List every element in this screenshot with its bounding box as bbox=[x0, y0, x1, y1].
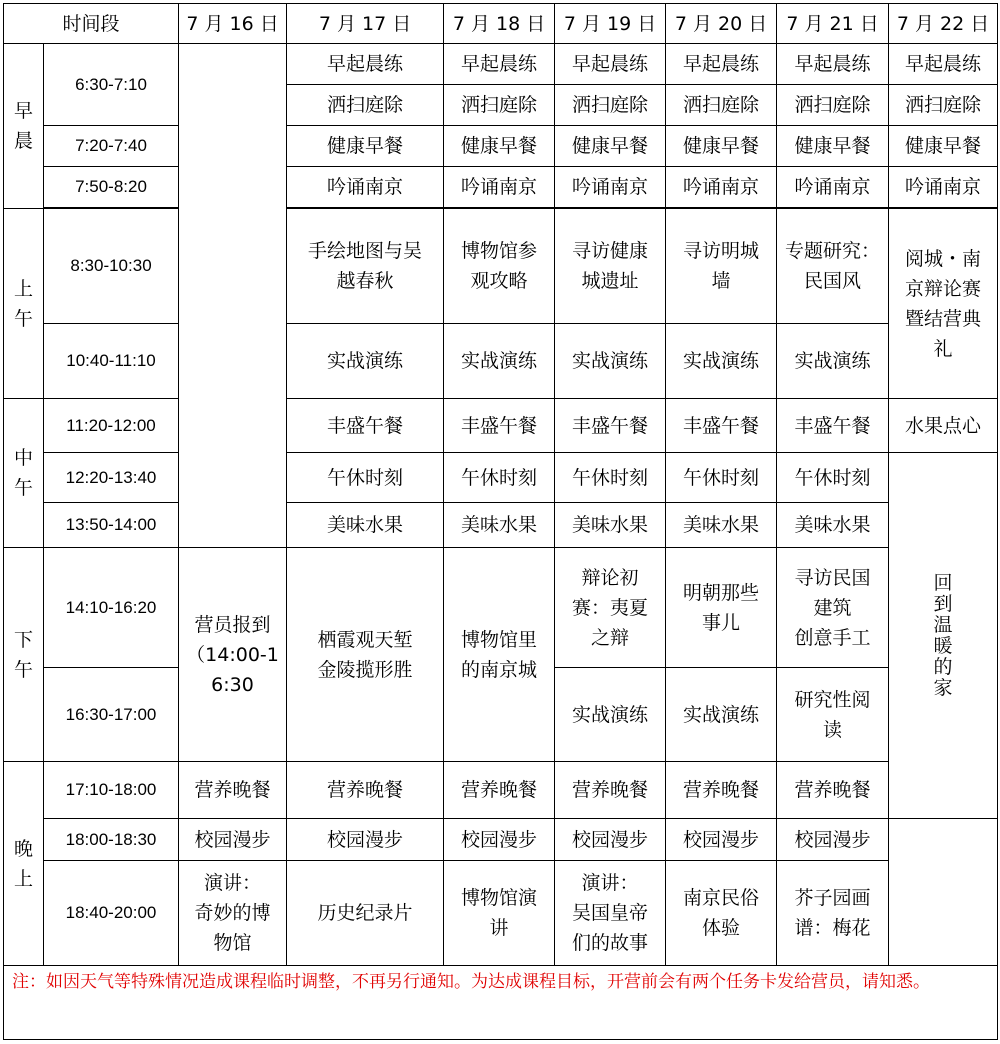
cell-line: 事儿 bbox=[702, 611, 741, 634]
activity-cell-0721-evening bbox=[777, 861, 889, 966]
cell-line: 博物馆参 bbox=[461, 240, 538, 262]
cell-line: 讲 bbox=[489, 917, 509, 939]
cell-char: 回 bbox=[933, 571, 953, 594]
activity-cell-0720-afternoon bbox=[666, 548, 777, 668]
cell-line: 手绘地图与吴 bbox=[308, 240, 423, 262]
activity-cell-0716-afternoon bbox=[179, 548, 287, 762]
activity-cell: 校园漫步 bbox=[777, 819, 889, 861]
activity-cell: 美味水果 bbox=[287, 503, 444, 548]
activity-cell: 实战演练 bbox=[555, 668, 666, 762]
activity-cell: 吟诵南京 bbox=[444, 167, 555, 208]
cell-line: 奇妙的博 bbox=[194, 902, 271, 924]
activity-cell-0719-forenoon bbox=[555, 209, 666, 324]
activity-cell: 早起晨练 bbox=[777, 44, 889, 85]
activity-cell: 洒扫庭除 bbox=[777, 85, 889, 126]
activity-cell: 洒扫庭除 bbox=[666, 85, 777, 126]
activity-cell: 健康早餐 bbox=[444, 126, 555, 167]
activity-cell: 校园漫步 bbox=[555, 819, 666, 861]
cell-line: 博物馆里 bbox=[461, 628, 538, 651]
cell-char: 暖 bbox=[933, 634, 953, 657]
activity-cell: 健康早餐 bbox=[777, 126, 889, 167]
time-slot: 12:20-13:40 bbox=[44, 453, 179, 503]
activity-cell: 美味水果 bbox=[555, 503, 666, 548]
activity-cell: 实战演练 bbox=[777, 324, 889, 399]
activity-cell-0720-forenoon bbox=[666, 209, 777, 324]
cell-line: 创意手工 bbox=[794, 626, 871, 649]
header-day-0721: 7 月 21 日 bbox=[777, 4, 889, 44]
cell-line: 观攻略 bbox=[470, 270, 528, 292]
cell-char: 温 bbox=[933, 613, 953, 636]
cell-line: 栖霞观天堑 bbox=[317, 628, 413, 651]
cell-line: 吴国皇帝 bbox=[572, 902, 649, 924]
cell-0716-morning-blank bbox=[179, 44, 287, 548]
activity-cell-0722-home bbox=[889, 453, 998, 819]
cell-line: 物馆 bbox=[213, 932, 252, 954]
table-row bbox=[4, 548, 998, 668]
cell-line: 寻访明城 bbox=[683, 240, 760, 262]
cell-line: 体验 bbox=[702, 917, 741, 939]
cell-line: 专题研究： bbox=[785, 240, 881, 262]
cell-line: 京辩论赛 bbox=[905, 277, 982, 300]
cell-line: 礼 bbox=[933, 337, 953, 360]
table-row bbox=[4, 324, 998, 399]
cell-line: 们的故事 bbox=[572, 932, 649, 954]
period-afternoon-char: 下 bbox=[13, 628, 33, 651]
cell-line: 墙 bbox=[711, 270, 731, 292]
activity-cell-0721-afternoon bbox=[777, 548, 889, 668]
activity-cell: 美味水果 bbox=[444, 503, 555, 548]
activity-cell: 吟诵南京 bbox=[666, 167, 777, 208]
cell-char: 到 bbox=[933, 592, 953, 615]
activity-cell: 营养晚餐 bbox=[666, 762, 777, 819]
header-row bbox=[4, 4, 998, 44]
activity-cell: 实战演练 bbox=[666, 324, 777, 399]
cell-line: 寻访民国 bbox=[794, 566, 871, 589]
activity-cell-0717-forenoon bbox=[287, 209, 444, 324]
activity-cell: 水果点心 bbox=[889, 399, 998, 453]
table-row bbox=[4, 503, 998, 548]
activity-cell: 营养晚餐 bbox=[444, 762, 555, 819]
activity-cell: 营养晚餐 bbox=[179, 762, 287, 819]
cell-line: 研究性阅 bbox=[794, 688, 871, 711]
period-forenoon-char: 午 bbox=[13, 307, 33, 330]
activity-cell: 吟诵南京 bbox=[777, 167, 889, 208]
activity-cell: 早起晨练 bbox=[555, 44, 666, 85]
activity-cell: 校园漫步 bbox=[287, 819, 444, 861]
activity-cell: 午休时刻 bbox=[444, 453, 555, 503]
activity-cell: 丰盛午餐 bbox=[555, 399, 666, 453]
table-row bbox=[4, 819, 998, 861]
cell-line: 赛：夷夏 bbox=[572, 596, 649, 619]
header-day-0718: 7 月 18 日 bbox=[444, 4, 555, 44]
cell-line: 演讲： bbox=[581, 872, 639, 894]
time-slot: 6:30-7:10 bbox=[44, 44, 179, 126]
time-slot: 18:00-18:30 bbox=[44, 819, 179, 861]
period-morning bbox=[4, 44, 44, 209]
activity-cell-0717-afternoon bbox=[287, 548, 444, 762]
activity-cell: 丰盛午餐 bbox=[777, 399, 889, 453]
cell-line: 读 bbox=[823, 718, 843, 741]
activity-cell: 洒扫庭除 bbox=[444, 85, 555, 126]
cell-char: 的 bbox=[933, 655, 953, 678]
table-row bbox=[4, 861, 998, 966]
cell-line: 明朝那些 bbox=[683, 581, 760, 604]
activity-cell: 午休时刻 bbox=[555, 453, 666, 503]
activity-cell: 午休时刻 bbox=[666, 453, 777, 503]
cell-line: 谱：梅花 bbox=[794, 917, 871, 939]
time-slot: 18:40-20:00 bbox=[44, 861, 179, 966]
notice-text: 注：如因天气等特殊情况造成课程临时调整，不再另行通知。为达成课程目标，开营前会有两个任务卡发给营员，请知悉。 bbox=[4, 966, 998, 1040]
cell-line: 芥子园画 bbox=[794, 887, 871, 909]
activity-cell-0722-forenoon bbox=[889, 209, 998, 399]
cell-line: 营员报到 bbox=[194, 613, 271, 636]
activity-cell-0718-forenoon bbox=[444, 209, 555, 324]
activity-cell: 校园漫步 bbox=[666, 819, 777, 861]
time-slot: 10:40-11:10 bbox=[44, 324, 179, 399]
activity-cell: 营养晚餐 bbox=[777, 762, 889, 819]
period-forenoon-char: 上 bbox=[13, 277, 33, 300]
activity-cell: 午休时刻 bbox=[777, 453, 889, 503]
header-day-0717: 7 月 17 日 bbox=[287, 4, 444, 44]
period-evening bbox=[4, 762, 44, 966]
period-noon-char: 午 bbox=[13, 477, 33, 499]
table-row bbox=[4, 453, 998, 503]
activity-cell: 吟诵南京 bbox=[287, 167, 444, 208]
table-row bbox=[4, 399, 998, 453]
cell-line: 6:30 bbox=[211, 673, 254, 696]
cell-line: 博物馆演 bbox=[461, 887, 538, 909]
cell-line: 金陵揽形胜 bbox=[317, 658, 413, 681]
time-slot: 14:10-16:20 bbox=[44, 548, 179, 668]
header-time-period: 时间段 bbox=[4, 4, 179, 44]
cell-line: 的南京城 bbox=[461, 658, 538, 681]
activity-cell: 丰盛午餐 bbox=[666, 399, 777, 453]
note-row bbox=[4, 966, 998, 1040]
activity-cell: 洒扫庭除 bbox=[889, 85, 998, 126]
period-noon bbox=[4, 399, 44, 548]
activity-cell-0719-afternoon bbox=[555, 548, 666, 668]
header-day-0720: 7 月 20 日 bbox=[666, 4, 777, 44]
period-morning-char: 早 bbox=[13, 100, 33, 122]
table-row bbox=[4, 762, 998, 819]
activity-cell: 丰盛午餐 bbox=[444, 399, 555, 453]
activity-cell: 早起晨练 bbox=[444, 44, 555, 85]
time-slot: 16:30-17:00 bbox=[44, 668, 179, 762]
activity-cell: 校园漫步 bbox=[179, 819, 287, 861]
activity-cell: 美味水果 bbox=[666, 503, 777, 548]
cell-line: 越春秋 bbox=[336, 270, 394, 292]
cell-line: 之辩 bbox=[591, 626, 630, 649]
period-evening-char: 晚 bbox=[13, 837, 33, 860]
table-row bbox=[4, 44, 998, 85]
activity-cell: 丰盛午餐 bbox=[287, 399, 444, 453]
period-afternoon-char: 午 bbox=[13, 658, 33, 681]
activity-cell: 吟诵南京 bbox=[555, 167, 666, 208]
cell-line: （14:00-1 bbox=[186, 643, 279, 666]
activity-cell: 早起晨练 bbox=[666, 44, 777, 85]
table-row bbox=[4, 167, 998, 208]
cell-line: 城遗址 bbox=[581, 270, 639, 292]
cell-line: 阅城・南 bbox=[905, 247, 982, 270]
time-slot: 8:30-10:30 bbox=[44, 209, 179, 324]
period-afternoon bbox=[4, 548, 44, 762]
activity-cell: 健康早餐 bbox=[889, 126, 998, 167]
cell-line: 暨结营典 bbox=[905, 307, 982, 330]
activity-cell-0718-evening bbox=[444, 861, 555, 966]
time-slot: 17:10-18:00 bbox=[44, 762, 179, 819]
activity-cell: 实战演练 bbox=[666, 668, 777, 762]
header-day-0716: 7 月 16 日 bbox=[179, 4, 287, 44]
activity-cell: 午休时刻 bbox=[287, 453, 444, 503]
activity-cell: 营养晚餐 bbox=[287, 762, 444, 819]
cell-line: 演讲： bbox=[204, 872, 262, 894]
activity-cell: 健康早餐 bbox=[287, 126, 444, 167]
activity-cell: 实战演练 bbox=[287, 324, 444, 399]
period-evening-char: 上 bbox=[13, 867, 33, 890]
activity-cell: 美味水果 bbox=[777, 503, 889, 548]
time-slot: 11:20-12:00 bbox=[44, 399, 179, 453]
cell-line: 建筑 bbox=[813, 596, 852, 619]
activity-cell-0719-evening bbox=[555, 861, 666, 966]
activity-cell: 营养晚餐 bbox=[555, 762, 666, 819]
time-slot: 13:50-14:00 bbox=[44, 503, 179, 548]
activity-cell: 历史纪录片 bbox=[287, 861, 444, 966]
table-row bbox=[4, 209, 998, 324]
cell-line: 寻访健康 bbox=[572, 240, 649, 262]
activity-cell: 早起晨练 bbox=[287, 44, 444, 85]
activity-cell: 吟诵南京 bbox=[889, 167, 998, 208]
table-row bbox=[4, 126, 998, 167]
cell-line: 南京民俗 bbox=[683, 887, 760, 909]
time-slot: 7:20-7:40 bbox=[44, 126, 179, 167]
activity-cell: 健康早餐 bbox=[666, 126, 777, 167]
activity-cell: 健康早餐 bbox=[555, 126, 666, 167]
activity-cell: 校园漫步 bbox=[444, 819, 555, 861]
activity-cell-0716-evening bbox=[179, 861, 287, 966]
activity-cell-0720-evening bbox=[666, 861, 777, 966]
period-morning-char: 晨 bbox=[13, 130, 33, 152]
activity-cell-0721-reading bbox=[777, 668, 889, 762]
period-forenoon bbox=[4, 209, 44, 399]
schedule-table bbox=[3, 3, 998, 1040]
activity-cell: 早起晨练 bbox=[889, 44, 998, 85]
cell-line: 民国风 bbox=[804, 270, 862, 292]
header-day-0722: 7 月 22 日 bbox=[889, 4, 998, 44]
cell-line: 辩论初 bbox=[581, 566, 639, 589]
time-slot: 7:50-8:20 bbox=[44, 167, 179, 208]
activity-cell-0718-afternoon bbox=[444, 548, 555, 762]
activity-cell: 实战演练 bbox=[555, 324, 666, 399]
header-day-0719: 7 月 19 日 bbox=[555, 4, 666, 44]
activity-cell-0721-forenoon bbox=[777, 209, 889, 324]
period-noon-char: 中 bbox=[13, 447, 33, 469]
activity-cell: 实战演练 bbox=[444, 324, 555, 399]
cell-char: 家 bbox=[933, 676, 953, 699]
activity-cell: 洒扫庭除 bbox=[555, 85, 666, 126]
activity-cell: 洒扫庭除 bbox=[287, 85, 444, 126]
